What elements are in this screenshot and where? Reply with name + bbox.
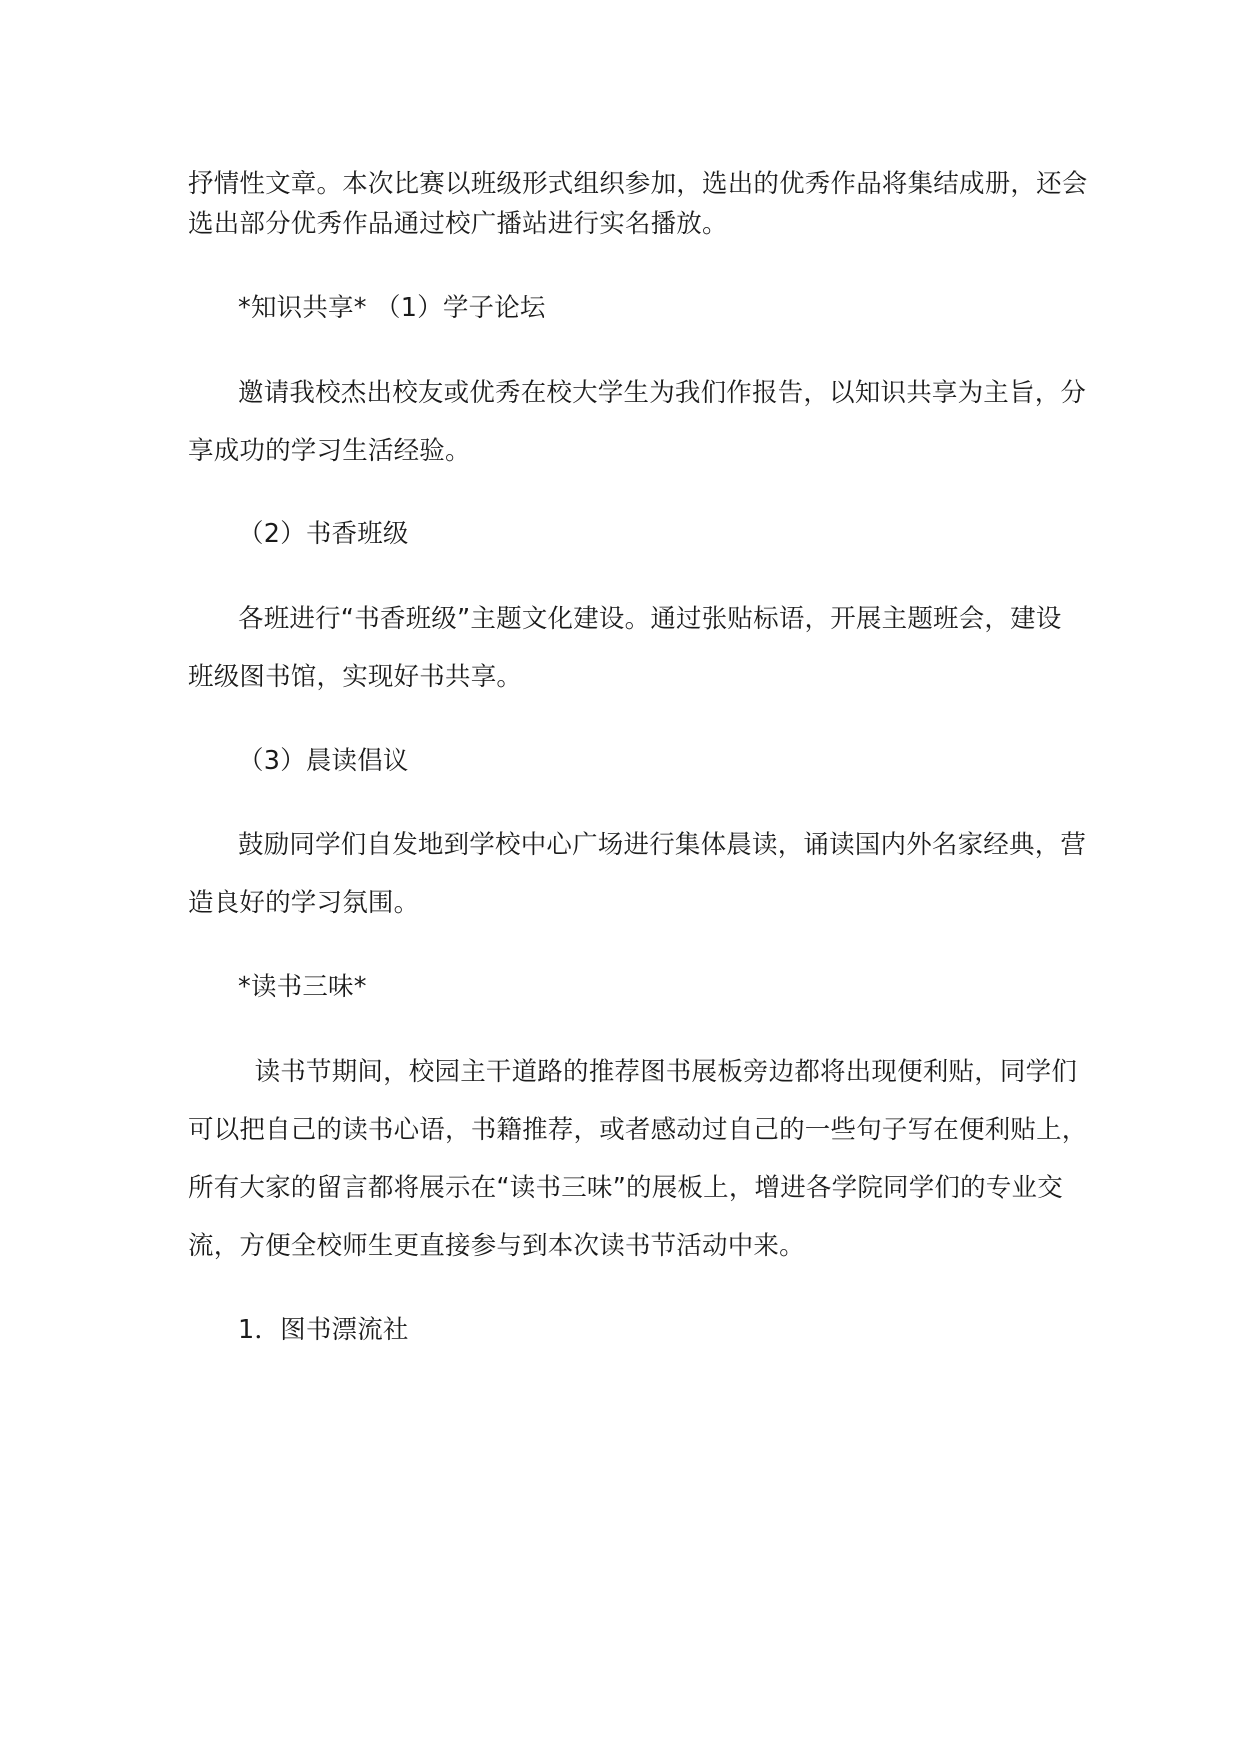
paragraph-line: 享成功的学习生活经验。 [188,436,471,466]
paragraph-line: 造良好的学习氛围。 [188,888,420,918]
subheading-book-drift-club: 1．图书漂流社 [238,1315,409,1345]
paragraph-line: 班级图书馆，实现好书共享。 [188,662,523,692]
paragraph-line: 抒情性文章。本次比赛以班级形式组织参加，选出的优秀作品将集结成册，还会 [188,169,1088,199]
paragraph-line: 邀请我校杰出校友或优秀在校大学生为我们作报告，以知识共享为主旨，分 [238,378,1087,408]
paragraph-line: 鼓励同学们自发地到学校中心广场进行集体晨读，诵读国内外名家经典，营 [238,830,1087,860]
paragraph-line: 选出部分优秀作品通过校广播站进行实名播放。 [188,209,728,239]
paragraph-line: 读书节期间，校园主干道路的推荐图书展板旁边都将出现便利贴，同学们 [238,1057,1078,1087]
paragraph-line: 流，方便全校师生更直接参与到本次读书节活动中来。 [188,1231,805,1261]
subheading-book-class: （2）书香班级 [238,519,409,549]
paragraph-line: 所有大家的留言都将展示在“读书三味”的展板上，增进各学院同学们的专业交 [188,1173,1063,1203]
section-heading-knowledge-sharing: *知识共享* （1）学子论坛 [238,293,546,323]
subheading-morning-reading: （3）晨读倡议 [238,746,409,776]
section-heading-reading-flavors: *读书三味* [238,972,367,1002]
paragraph-line: 各班进行“书香班级”主题文化建设。通过张贴标语，开展主题班会，建设 [238,604,1062,634]
paragraph-line: 可以把自己的读书心语，书籍推荐，或者感动过自己的一些句子写在便利贴上， [188,1115,1088,1145]
